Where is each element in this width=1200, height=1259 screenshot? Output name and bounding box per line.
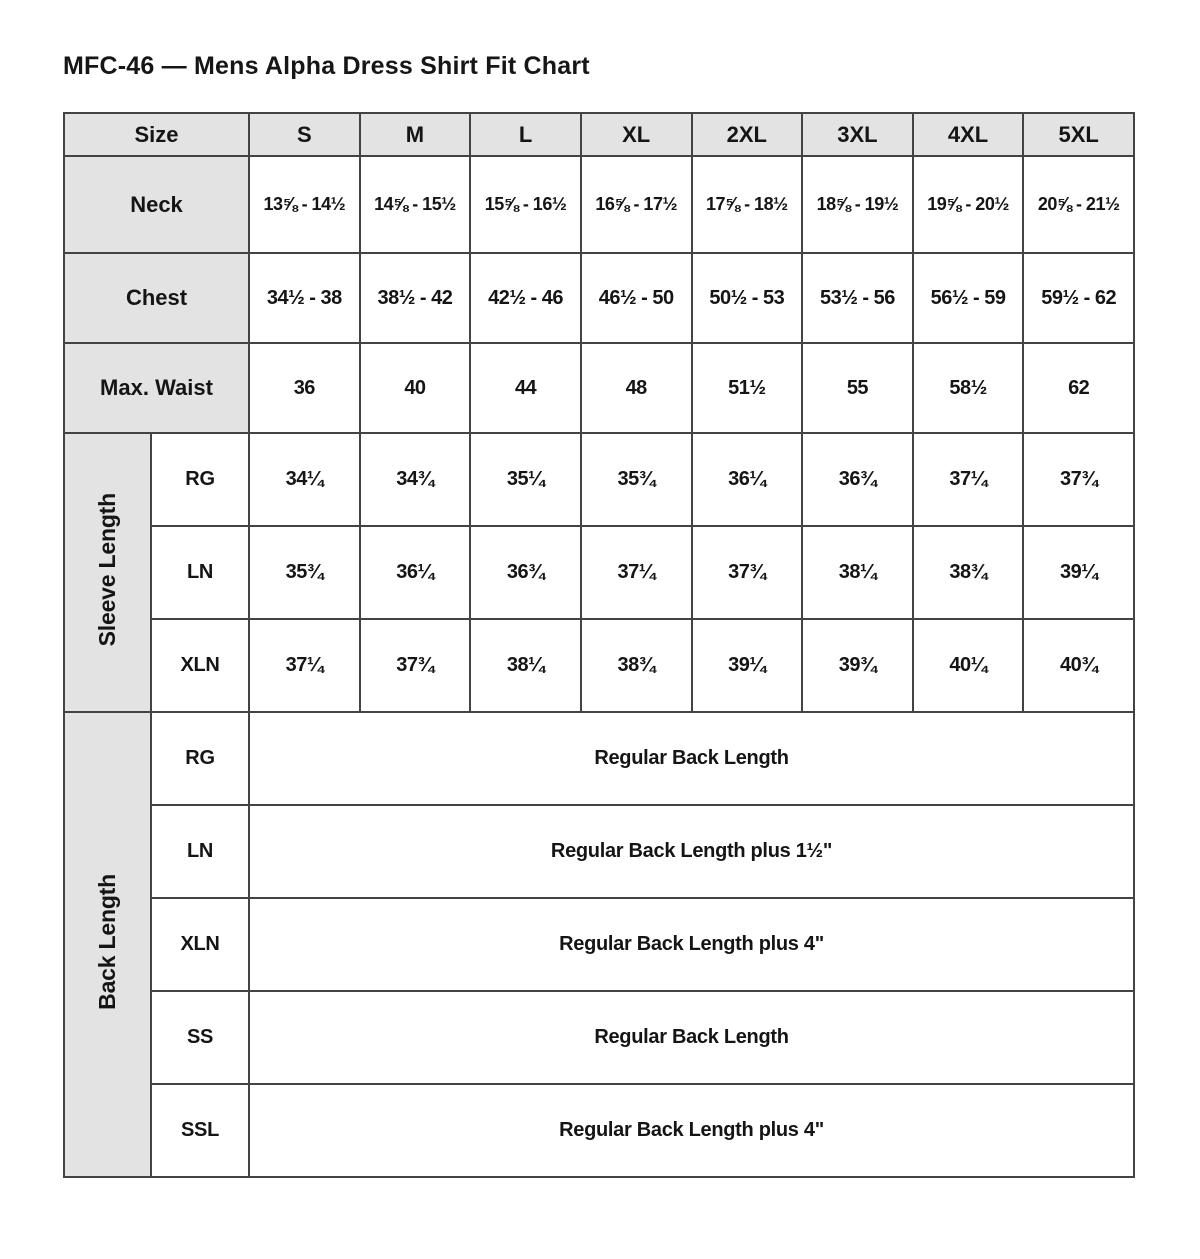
chest-value: 59½ - 62 bbox=[1023, 253, 1134, 343]
sleeve-rg-value: 34¼ bbox=[249, 433, 360, 526]
sleeve-length-group-label: Sleeve Length bbox=[94, 493, 120, 647]
sleeve-rg-value: 36¼ bbox=[692, 433, 803, 526]
size-col-header-3xl: 3XL bbox=[802, 113, 913, 156]
max-waist-value: 48 bbox=[581, 343, 692, 433]
sleeve-ln-value: 38¼ bbox=[802, 526, 913, 619]
max-waist-value: 44 bbox=[470, 343, 581, 433]
size-col-header-4xl: 4XL bbox=[913, 113, 1024, 156]
neck-value: 20⅝ - 21½ bbox=[1023, 156, 1134, 253]
sleeve-xln-value: 39¼ bbox=[692, 619, 803, 712]
sleeve-xln-value: 37¾ bbox=[360, 619, 471, 712]
neck-value: 18⅝ - 19½ bbox=[802, 156, 913, 253]
sleeve-xln-label: XLN bbox=[151, 619, 249, 712]
back-rg-value: Regular Back Length bbox=[249, 712, 1134, 805]
max-waist-value: 40 bbox=[360, 343, 471, 433]
back-xln-row bbox=[64, 898, 1134, 991]
back-length-group-label: Back Length bbox=[94, 874, 120, 1010]
max-waist-value: 36 bbox=[249, 343, 360, 433]
sleeve-rg-value: 36¾ bbox=[802, 433, 913, 526]
back-length-group-header bbox=[64, 712, 151, 1177]
chest-row bbox=[64, 253, 1134, 343]
back-xln-value: Regular Back Length plus 4" bbox=[249, 898, 1134, 991]
sleeve-xln-value: 38¼ bbox=[470, 619, 581, 712]
sleeve-ln-value: 37¼ bbox=[581, 526, 692, 619]
sleeve-ln-value: 36¾ bbox=[470, 526, 581, 619]
max-waist-row bbox=[64, 343, 1134, 433]
back-xln-label: XLN bbox=[151, 898, 249, 991]
chest-value: 46½ - 50 bbox=[581, 253, 692, 343]
page-title: MFC-46 — Mens Alpha Dress Shirt Fit Chart bbox=[63, 52, 590, 80]
back-ln-label: LN bbox=[151, 805, 249, 898]
size-col-header-xl: XL bbox=[581, 113, 692, 156]
max-waist-value: 55 bbox=[802, 343, 913, 433]
back-ssl-row bbox=[64, 1084, 1134, 1177]
max-waist-value: 62 bbox=[1023, 343, 1134, 433]
size-col-header-s: S bbox=[249, 113, 360, 156]
back-ssl-label: SSL bbox=[151, 1084, 249, 1177]
size-header-row bbox=[64, 113, 1134, 156]
sleeve-ln-label: LN bbox=[151, 526, 249, 619]
neck-value: 15⅝ - 16½ bbox=[470, 156, 581, 253]
sleeve-rg-label: RG bbox=[151, 433, 249, 526]
sleeve-rg-value: 35¾ bbox=[581, 433, 692, 526]
neck-value: 17⅝ - 18½ bbox=[692, 156, 803, 253]
neck-value: 19⅝ - 20½ bbox=[913, 156, 1024, 253]
neck-row-label: Neck bbox=[64, 156, 249, 253]
sleeve-xln-value: 37¼ bbox=[249, 619, 360, 712]
chest-value: 53½ - 56 bbox=[802, 253, 913, 343]
neck-value: 13⅝ - 14½ bbox=[249, 156, 360, 253]
size-col-header-l: L bbox=[470, 113, 581, 156]
max-waist-value: 58½ bbox=[913, 343, 1024, 433]
sleeve-rg-row bbox=[64, 433, 1134, 526]
chest-value: 50½ - 53 bbox=[692, 253, 803, 343]
neck-row bbox=[64, 156, 1134, 253]
sleeve-ln-value: 37¾ bbox=[692, 526, 803, 619]
sleeve-rg-value: 35¼ bbox=[470, 433, 581, 526]
sleeve-length-group-header bbox=[64, 433, 151, 712]
size-col-header-2xl: 2XL bbox=[692, 113, 803, 156]
sleeve-xln-value: 40¼ bbox=[913, 619, 1024, 712]
fit-chart-table bbox=[63, 112, 1135, 1178]
sleeve-xln-value: 38¾ bbox=[581, 619, 692, 712]
chest-row-label: Chest bbox=[64, 253, 249, 343]
back-ssl-value: Regular Back Length plus 4" bbox=[249, 1084, 1134, 1177]
neck-value: 16⅝ - 17½ bbox=[581, 156, 692, 253]
max-waist-value: 51½ bbox=[692, 343, 803, 433]
back-ln-row bbox=[64, 805, 1134, 898]
sleeve-ln-value: 38¾ bbox=[913, 526, 1024, 619]
sleeve-xln-value: 39¾ bbox=[802, 619, 913, 712]
sleeve-xln-value: 40¾ bbox=[1023, 619, 1134, 712]
chest-value: 56½ - 59 bbox=[913, 253, 1024, 343]
sleeve-ln-value: 36¼ bbox=[360, 526, 471, 619]
sleeve-rg-value: 37¼ bbox=[913, 433, 1024, 526]
size-col-header-m: M bbox=[360, 113, 471, 156]
max-waist-row-label: Max. Waist bbox=[64, 343, 249, 433]
chest-value: 38½ - 42 bbox=[360, 253, 471, 343]
size-col-header-5xl: 5XL bbox=[1023, 113, 1134, 156]
size-header-label: Size bbox=[64, 113, 249, 156]
back-ln-value: Regular Back Length plus 1½" bbox=[249, 805, 1134, 898]
sleeve-rg-value: 34¾ bbox=[360, 433, 471, 526]
sleeve-rg-value: 37¾ bbox=[1023, 433, 1134, 526]
chest-value: 34½ - 38 bbox=[249, 253, 360, 343]
sleeve-ln-value: 39¼ bbox=[1023, 526, 1134, 619]
sleeve-ln-value: 35¾ bbox=[249, 526, 360, 619]
back-ss-value: Regular Back Length bbox=[249, 991, 1134, 1084]
back-rg-label: RG bbox=[151, 712, 249, 805]
back-ss-label: SS bbox=[151, 991, 249, 1084]
chest-value: 42½ - 46 bbox=[470, 253, 581, 343]
sleeve-xln-row bbox=[64, 619, 1134, 712]
sleeve-ln-row bbox=[64, 526, 1134, 619]
back-ss-row bbox=[64, 991, 1134, 1084]
neck-value: 14⅝ - 15½ bbox=[360, 156, 471, 253]
back-rg-row bbox=[64, 712, 1134, 805]
